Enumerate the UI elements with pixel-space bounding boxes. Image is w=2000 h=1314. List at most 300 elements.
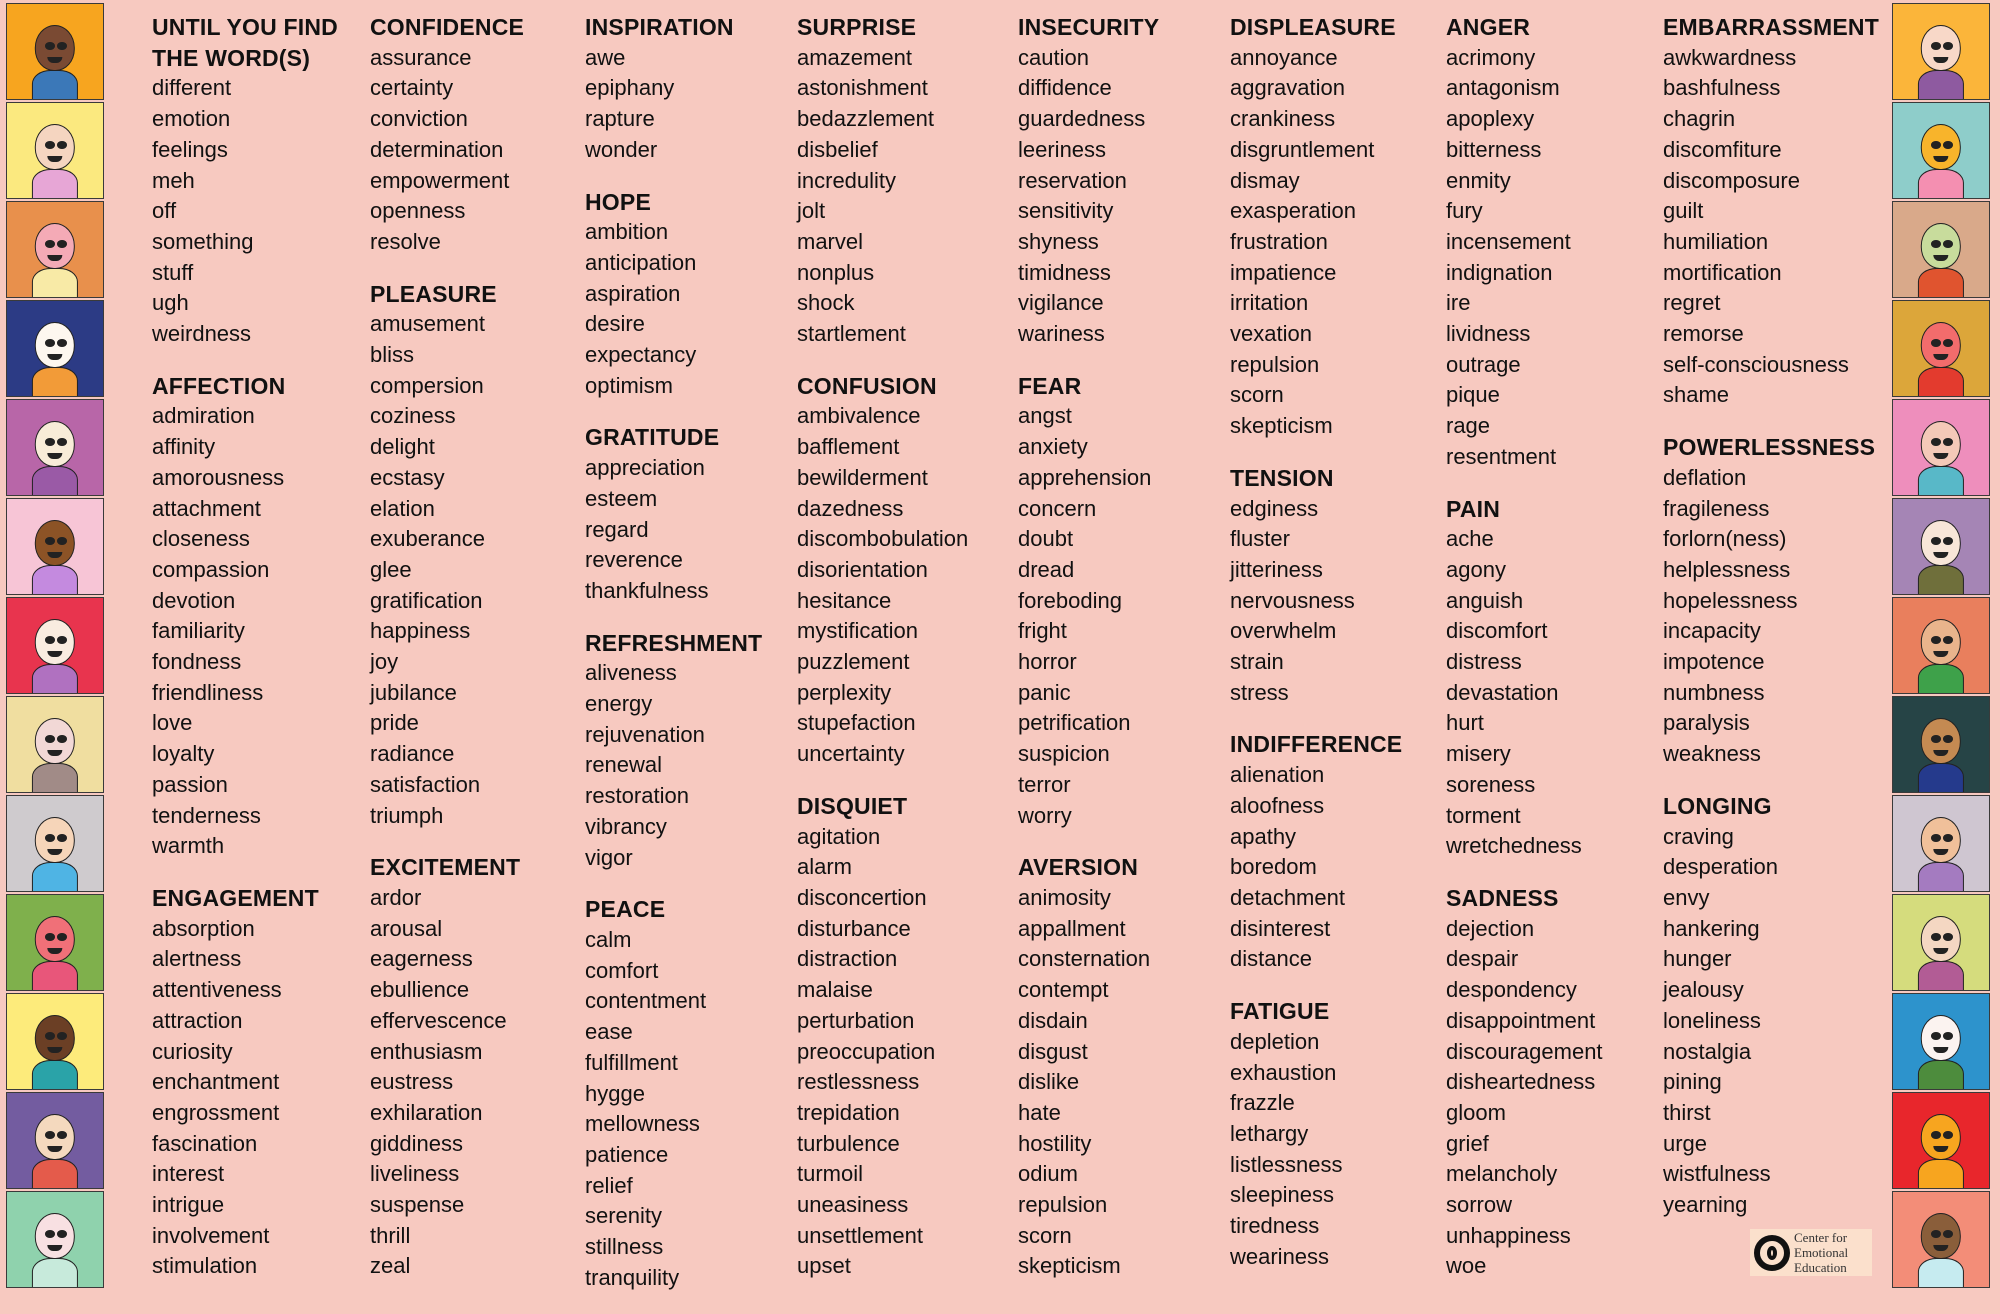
- portrait-body: [32, 1060, 78, 1090]
- emotion-word: energy: [585, 691, 653, 717]
- portrait-body: [32, 1159, 78, 1189]
- emotion-word: absorption: [152, 915, 255, 941]
- emotion-word: hesitance: [797, 587, 892, 613]
- emotion-word: antagonism: [1446, 75, 1560, 101]
- emotion-word: discombobulation: [797, 526, 969, 552]
- emotion-word: nervousness: [1230, 587, 1355, 613]
- category-heading: CONFUSION: [797, 372, 937, 399]
- emotion-word: happiness: [370, 618, 471, 644]
- portrait-face: [1921, 124, 1961, 170]
- portrait-body: [1918, 1159, 1964, 1189]
- emotion-word: alarm: [797, 854, 853, 880]
- portrait-angry-pigtails-girl: [6, 894, 104, 991]
- emotion-word: thrill: [370, 1222, 411, 1248]
- emotion-word: pique: [1446, 382, 1500, 408]
- emotion-word: serenity: [585, 1203, 663, 1229]
- emotion-category-refreshment: [585, 628, 762, 874]
- portrait-sad-black-hair-girl: [6, 1191, 104, 1288]
- emotion-word: fondness: [152, 649, 242, 675]
- emotion-word: wariness: [1018, 321, 1105, 347]
- emotion-word: agony: [1446, 556, 1506, 582]
- emotion-word: discouragement: [1446, 1038, 1603, 1064]
- emotion-word: renewal: [585, 752, 663, 778]
- emotion-word: calm: [585, 926, 632, 952]
- portrait-body: [32, 862, 78, 892]
- portrait-body: [1918, 1258, 1964, 1288]
- category-heading: SADNESS: [1446, 884, 1559, 911]
- emotion-category-displeasure: [1230, 12, 1402, 442]
- emotion-word: anticipation: [585, 249, 697, 275]
- portrait-eye: [57, 537, 67, 545]
- emotion-word: diffidence: [1018, 75, 1112, 101]
- emotion-word: weariness: [1230, 1243, 1330, 1269]
- emotion-word: petrification: [1018, 710, 1131, 736]
- portrait-eye: [1943, 1230, 1953, 1238]
- emotion-word: deflation: [1663, 464, 1747, 490]
- portrait-eye: [1943, 537, 1953, 545]
- portrait-body: [32, 1258, 78, 1288]
- emotion-word: incapacity: [1663, 618, 1761, 644]
- emotion-word: familiarity: [152, 618, 245, 644]
- emotion-word: aloofness: [1230, 792, 1325, 818]
- emotion-word: stillness: [585, 1234, 664, 1260]
- portrait-eye: [45, 636, 55, 644]
- emotion-word: panic: [1018, 679, 1071, 705]
- emotion-word: comfort: [585, 957, 659, 983]
- portrait-dancing-girl: [6, 597, 104, 694]
- emotion-word: apprehension: [1018, 464, 1152, 490]
- emotion-word: radiance: [370, 741, 455, 767]
- emotion-word: desperation: [1663, 854, 1778, 880]
- portrait-eye: [1943, 141, 1953, 149]
- word-column: [1663, 12, 1879, 1242]
- emotion-word: amazement: [797, 44, 912, 70]
- portrait-face: [1921, 1114, 1961, 1160]
- emotion-word: shock: [797, 290, 855, 316]
- emotion-word: hate: [1018, 1099, 1061, 1125]
- emotion-word: sensitivity: [1018, 198, 1114, 224]
- emotion-word: paralysis: [1663, 710, 1750, 736]
- category-heading: EXCITEMENT: [370, 854, 521, 881]
- emotion-word: determination: [370, 136, 504, 162]
- emotion-word: puzzlement: [797, 649, 910, 675]
- emotion-word: ire: [1446, 290, 1471, 316]
- category-heading: HOPE: [585, 188, 651, 215]
- emotion-word: craving: [1663, 823, 1734, 849]
- emotion-category-hope: [585, 187, 762, 402]
- emotion-word: off: [152, 198, 177, 224]
- emotion-word: emotion: [152, 106, 231, 132]
- emotion-word: enchantment: [152, 1069, 280, 1095]
- portrait-body: [32, 70, 78, 100]
- emotion-word: closeness: [152, 526, 250, 552]
- emotion-word: contempt: [1018, 977, 1109, 1003]
- emotion-word: trepidation: [797, 1099, 900, 1125]
- category-heading: DISQUIET: [797, 792, 908, 819]
- portrait-face: [35, 1114, 75, 1160]
- portrait-eye: [45, 42, 55, 50]
- category-heading: UNTIL YOU FIND: [152, 14, 338, 40]
- emotion-word: bitterness: [1446, 136, 1542, 162]
- emotion-word: joy: [370, 649, 399, 675]
- portrait-face: [1921, 1015, 1961, 1061]
- emotion-word: vexation: [1230, 321, 1312, 347]
- emotion-word: skepticism: [1018, 1253, 1121, 1279]
- portrait-face: [35, 322, 75, 368]
- emotion-word: resolve: [370, 228, 441, 254]
- emotion-word: love: [152, 710, 193, 736]
- portrait-grumpy-kid: [1892, 1092, 1990, 1189]
- emotion-word: hostility: [1018, 1130, 1092, 1156]
- emotion-word: jolt: [797, 198, 826, 224]
- portrait-body: [32, 169, 78, 199]
- category-heading: PLEASURE: [370, 280, 497, 307]
- portrait-eye: [57, 438, 67, 446]
- emotion-word: disgust: [1018, 1038, 1088, 1064]
- emotion-word: unhappiness: [1446, 1222, 1571, 1248]
- portrait-face: [35, 520, 75, 566]
- emotion-word: scorn: [1018, 1222, 1072, 1248]
- emotion-word: bashfulness: [1663, 75, 1781, 101]
- portrait-laughing-redhead: [1892, 3, 1990, 100]
- portrait-eye: [1931, 42, 1941, 50]
- portrait-eye: [1943, 438, 1953, 446]
- category-heading: ANGER: [1446, 14, 1531, 40]
- emotion-word: turbulence: [797, 1130, 900, 1156]
- emotion-word: shyness: [1018, 228, 1099, 254]
- logo-text: [1794, 1230, 1848, 1275]
- emotion-word: fragileness: [1663, 495, 1770, 521]
- portrait-quiet-girl: [1892, 795, 1990, 892]
- category-heading: FEAR: [1018, 372, 1082, 399]
- logo-line: Center for: [1794, 1230, 1848, 1245]
- emotion-word: hopelessness: [1663, 587, 1798, 613]
- emotion-word: something: [152, 228, 254, 254]
- portrait-eye: [45, 240, 55, 248]
- emotion-word: horror: [1018, 649, 1077, 675]
- emotion-word: involvement: [152, 1222, 270, 1248]
- portrait-face: [1921, 322, 1961, 368]
- emotion-word: bafflement: [797, 434, 900, 460]
- portrait-cheering-girl: [6, 399, 104, 496]
- emotion-word: restoration: [585, 783, 689, 809]
- emotion-word: torment: [1446, 802, 1521, 828]
- emotion-word: uneasiness: [797, 1192, 909, 1218]
- emotion-word: curiosity: [152, 1038, 233, 1064]
- emotion-word: frazzle: [1230, 1090, 1295, 1116]
- emotion-category-confusion: [797, 371, 968, 770]
- emotion-word: vibrancy: [585, 813, 667, 839]
- emotion-word: wistfulness: [1663, 1161, 1771, 1187]
- emotion-word: stupefaction: [797, 710, 916, 736]
- emotion-word: resentment: [1446, 443, 1557, 469]
- emotion-word: listlessness: [1230, 1151, 1343, 1177]
- emotion-word: perturbation: [797, 1007, 915, 1033]
- portrait-body: [1918, 565, 1964, 595]
- portrait-face: [1921, 619, 1961, 665]
- emotion-word: reverence: [585, 547, 683, 573]
- emotion-word: eustress: [370, 1069, 454, 1095]
- emotion-word: vigilance: [1018, 290, 1104, 316]
- emotion-word: ache: [1446, 526, 1494, 552]
- emotion-word: devotion: [152, 587, 236, 613]
- emotion-word: amorousness: [152, 464, 285, 490]
- emotion-word: numbness: [1663, 679, 1765, 705]
- emotion-word: coziness: [370, 403, 456, 429]
- emotion-word: distress: [1446, 649, 1522, 675]
- portrait-shy-boy: [6, 696, 104, 793]
- logo-line: Emotional: [1794, 1245, 1849, 1260]
- emotion-word: nostalgia: [1663, 1038, 1752, 1064]
- portrait-nervous-boy: [6, 300, 104, 397]
- emotion-word: leeriness: [1018, 136, 1107, 162]
- portrait-giggling-boy: [1892, 1191, 1990, 1288]
- emotion-word: exuberance: [370, 526, 485, 552]
- category-heading: PAIN: [1446, 495, 1501, 522]
- emotion-word: helplessness: [1663, 556, 1791, 582]
- portrait-eye: [45, 141, 55, 149]
- emotion-word: hunger: [1663, 946, 1732, 972]
- emotion-category-affection: [152, 371, 338, 862]
- portrait-body: [1918, 664, 1964, 694]
- emotion-word: self-consciousness: [1663, 351, 1849, 377]
- emotion-word: dejection: [1446, 915, 1535, 941]
- emotion-word: despair: [1446, 946, 1519, 972]
- emotion-word: elation: [370, 495, 435, 521]
- emotion-word: startlement: [797, 321, 906, 347]
- portrait-face: [35, 1015, 75, 1061]
- emotion-word: desire: [585, 311, 645, 337]
- category-heading: CONFIDENCE: [370, 14, 525, 40]
- emotion-word: nonplus: [797, 259, 875, 285]
- emotion-word: dislike: [1018, 1069, 1080, 1095]
- emotion-word: exhaustion: [1230, 1059, 1337, 1085]
- category-heading: DISPLEASURE: [1230, 14, 1396, 40]
- emotion-word: tranquility: [585, 1264, 680, 1290]
- portrait-eye: [1931, 1131, 1941, 1139]
- portrait-superhero-kid: [6, 3, 104, 100]
- emotion-word: frustration: [1230, 228, 1328, 254]
- portrait-eye: [57, 735, 67, 743]
- emotion-word: pining: [1663, 1069, 1722, 1095]
- emotion-word: timidness: [1018, 259, 1111, 285]
- portrait-eye: [57, 1032, 67, 1040]
- emotion-word: aspiration: [585, 280, 681, 306]
- category-heading: ENGAGEMENT: [152, 884, 319, 911]
- portrait-silly-girl: [1892, 894, 1990, 991]
- emotion-word: ease: [585, 1019, 633, 1045]
- emotion-word: humiliation: [1663, 228, 1769, 254]
- emotion-word: alienation: [1230, 762, 1325, 788]
- emotion-word: strain: [1230, 649, 1284, 675]
- portrait-eye: [1931, 537, 1941, 545]
- emotion-word: guardedness: [1018, 106, 1146, 132]
- emotion-word: conviction: [370, 106, 468, 132]
- emotion-word: preoccupation: [797, 1038, 936, 1064]
- category-heading: FATIGUE: [1230, 998, 1330, 1025]
- category-heading: INDIFFERENCE: [1230, 731, 1403, 758]
- emotion-word: jealousy: [1663, 977, 1744, 1003]
- portrait-eye: [45, 1032, 55, 1040]
- emotion-word: exasperation: [1230, 198, 1356, 224]
- portrait-body: [1918, 862, 1964, 892]
- emotion-word: ecstasy: [370, 464, 445, 490]
- emotion-word: thirst: [1663, 1099, 1711, 1125]
- emotion-word: passion: [152, 771, 228, 797]
- portrait-eye: [1931, 735, 1941, 743]
- portrait-face: [35, 124, 75, 170]
- portrait-eye: [45, 537, 55, 545]
- emotion-word: depletion: [1230, 1028, 1320, 1054]
- emotion-word: liveliness: [370, 1161, 460, 1187]
- portrait-eye: [1931, 933, 1941, 941]
- emotion-word: ambition: [585, 219, 669, 245]
- emotion-category-aversion: [1018, 852, 1159, 1282]
- emotion-word: disturbance: [797, 915, 911, 941]
- emotion-word: alertness: [152, 946, 242, 972]
- emotion-word: giddiness: [370, 1130, 463, 1156]
- portrait-snobby-boy: [1892, 597, 1990, 694]
- portrait-eye: [57, 141, 67, 149]
- emotion-word: boredom: [1230, 854, 1317, 880]
- portrait-eye: [1943, 339, 1953, 347]
- emotion-word: epiphany: [585, 75, 675, 101]
- emotion-word: urge: [1663, 1130, 1708, 1156]
- emotion-word: incensement: [1446, 228, 1571, 254]
- portrait-body: [32, 565, 78, 595]
- emotion-word: consternation: [1018, 946, 1151, 972]
- portrait-eye: [1931, 636, 1941, 644]
- emotion-word: skepticism: [1230, 413, 1333, 439]
- portrait-body: [32, 466, 78, 496]
- emotion-word: mystification: [797, 618, 919, 644]
- emotion-word: suspense: [370, 1192, 465, 1218]
- emotion-word: attachment: [152, 495, 261, 521]
- emotion-word: concern: [1018, 495, 1097, 521]
- emotion-word: incredulity: [797, 167, 897, 193]
- category-heading: TENSION: [1230, 464, 1334, 491]
- center-for-emotional-education-logo: [1750, 1229, 1872, 1276]
- emotion-category-insecurity: [1018, 12, 1159, 350]
- emotion-word: ebullience: [370, 977, 470, 1003]
- emotion-word: annoyance: [1230, 44, 1338, 70]
- emotion-category-tension: [1230, 463, 1402, 709]
- category-heading: THE WORD(S): [152, 44, 311, 71]
- logo-line: Education: [1794, 1260, 1847, 1275]
- emotion-word: outrage: [1446, 351, 1521, 377]
- portrait-face: [35, 619, 75, 665]
- emotion-word: perplexity: [797, 679, 892, 705]
- emotion-word: mortification: [1663, 259, 1782, 285]
- emotion-word: stimulation: [152, 1253, 258, 1279]
- emotion-word: attraction: [152, 1007, 243, 1033]
- portrait-face: [35, 718, 75, 764]
- emotion-word: certainty: [370, 75, 454, 101]
- word-column: [585, 12, 762, 1314]
- emotion-word: angst: [1018, 403, 1072, 429]
- emotion-word: upset: [797, 1253, 851, 1279]
- emotion-word: anguish: [1446, 587, 1524, 613]
- portrait-eye: [1931, 834, 1941, 842]
- emotion-word: edginess: [1230, 495, 1319, 521]
- emotion-word: stress: [1230, 679, 1289, 705]
- emotion-category-fear: [1018, 371, 1159, 832]
- emotion-word: bliss: [370, 342, 415, 368]
- portrait-eye: [45, 1230, 55, 1238]
- portrait-eye: [57, 1230, 67, 1238]
- emotion-word: animosity: [1018, 884, 1111, 910]
- portrait-body: [32, 664, 78, 694]
- emotion-word: effervescence: [370, 1007, 507, 1033]
- emotion-word: discomfort: [1446, 618, 1548, 644]
- emotion-word: appreciation: [585, 455, 705, 481]
- emotion-word: repulsion: [1230, 351, 1320, 377]
- emotion-word: optimism: [585, 372, 674, 398]
- emotion-category-embarrassment: [1663, 12, 1879, 411]
- portrait-face: [35, 421, 75, 467]
- emotion-word: different: [152, 75, 232, 101]
- portrait-facepalm-girl: [6, 795, 104, 892]
- portrait-eye: [57, 240, 67, 248]
- emotion-word: woe: [1446, 1253, 1487, 1279]
- portrait-face: [1921, 25, 1961, 71]
- emotion-word: apathy: [1230, 823, 1297, 849]
- emotion-word: openness: [370, 198, 466, 224]
- emotion-word: regard: [585, 516, 649, 542]
- portrait-scared-boy: [1892, 993, 1990, 1090]
- portrait-small-lonely-kid: [6, 1092, 104, 1189]
- emotion-word: gratification: [370, 587, 483, 613]
- emotion-word: impotence: [1663, 649, 1765, 675]
- emotion-word: malaise: [797, 977, 873, 1003]
- word-column: [1230, 12, 1402, 1293]
- emotion-word: expectancy: [585, 342, 697, 368]
- emotion-word: remorse: [1663, 321, 1744, 347]
- portrait-face: [35, 223, 75, 269]
- emotion-category-confidence: [370, 12, 524, 258]
- portrait-body: [32, 763, 78, 793]
- emotion-word: scorn: [1230, 382, 1284, 408]
- emotion-word: arousal: [370, 915, 443, 941]
- emotion-word: ugh: [152, 290, 189, 316]
- emotion-word: ambivalence: [797, 403, 921, 429]
- portrait-upset-boy: [1892, 696, 1990, 793]
- emotion-word: exhilaration: [370, 1099, 483, 1125]
- emotion-word: unsettlement: [797, 1222, 923, 1248]
- portrait-eye: [1931, 1230, 1941, 1238]
- emotion-word: wonder: [585, 136, 658, 162]
- emotion-word: odium: [1018, 1161, 1078, 1187]
- word-column: [797, 12, 968, 1303]
- emotion-word: attentiveness: [152, 977, 282, 1003]
- emotion-word: weirdness: [152, 321, 252, 347]
- category-heading: SURPRISE: [797, 14, 917, 40]
- portrait-smug-boy: [1892, 498, 1990, 595]
- emotion-word: compersion: [370, 372, 484, 398]
- emotion-word: uncertainty: [797, 741, 905, 767]
- emotion-word: fright: [1018, 618, 1067, 644]
- portrait-eye: [45, 834, 55, 842]
- emotion-word: meh: [152, 167, 195, 193]
- emotion-word: dismay: [1230, 167, 1300, 193]
- emotion-word: loyalty: [152, 741, 215, 767]
- emotion-category-pleasure: [370, 279, 524, 832]
- emotion-word: lethargy: [1230, 1120, 1309, 1146]
- word-column: [370, 12, 524, 1303]
- emotion-word: grief: [1446, 1130, 1489, 1156]
- portrait-eye: [1943, 1131, 1953, 1139]
- portrait-eye: [1943, 933, 1953, 941]
